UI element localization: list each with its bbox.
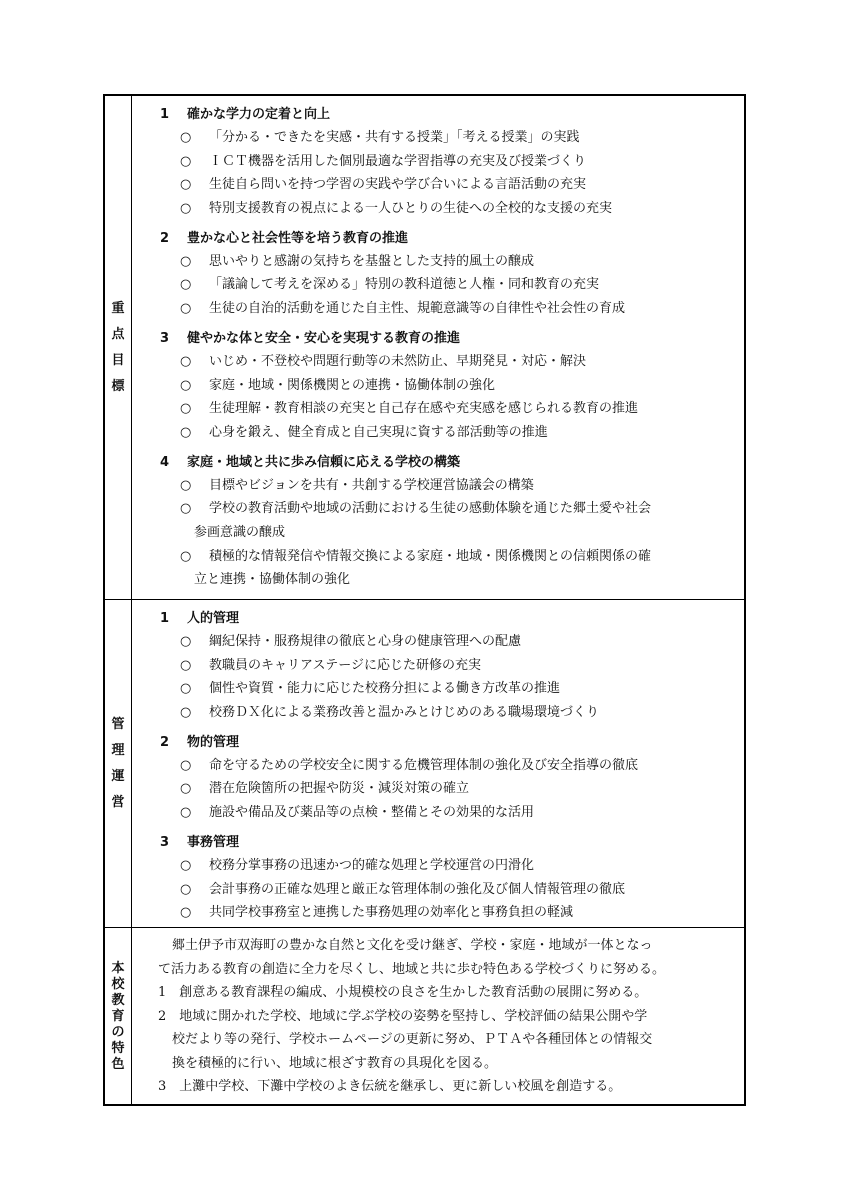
features-line xyxy=(132,1005,744,1029)
features-line-text: 郷土伊予市双海町の豊かな自然と文化を受け継ぎ、学校・家庭・地域が一体となっ xyxy=(172,938,653,953)
goal-item xyxy=(132,197,744,221)
management-item xyxy=(132,654,744,678)
features-line-text: 校だより等の発行、学校ホームページの更新に努め、ＰＴＡや各種団体との情報交 xyxy=(172,1032,653,1047)
goal-item-text: いじめ・不登校や問題行動等の未然防止、早期発見・対応・解決 xyxy=(209,353,587,369)
goal-heading xyxy=(132,103,744,126)
bullet: ○ xyxy=(180,857,192,873)
management-item-text: 校務分掌事務の迅速かつ的確な処理と学校運営の円滑化 xyxy=(209,857,535,873)
management-item-text: 綱紀保持・服務規律の徹底と心身の健康管理への配慮 xyxy=(209,634,522,649)
goal-item xyxy=(132,421,744,445)
management-item xyxy=(132,854,744,878)
goal-item xyxy=(132,497,744,521)
features-label-char: の xyxy=(111,1024,125,1040)
management-number: 2 xyxy=(160,734,170,750)
management-item xyxy=(132,901,744,925)
bullet: ○ xyxy=(180,477,192,493)
management-item xyxy=(132,701,744,725)
management-heading xyxy=(132,731,744,754)
goal-item-text: 立と連携・協働体制の強化 xyxy=(194,572,351,588)
management-title: 人的管理 xyxy=(187,611,240,626)
goal-item-text: 生徒自ら問いを持つ学習の実践や学び合いによる言語活動の充実 xyxy=(209,177,587,193)
goals-content xyxy=(132,96,744,599)
goal-item xyxy=(132,474,744,498)
bullet: ○ xyxy=(180,757,192,773)
goal-item-text: 「分かる・できたを実感・共有する授業」「考える授業」の実践 xyxy=(209,130,580,145)
bullet: ○ xyxy=(180,548,192,564)
bullet: ○ xyxy=(180,657,192,673)
features-label-char: 色 xyxy=(111,1056,125,1072)
management-item-text: 命を守るための学校安全に関する危機管理体制の強化及び安全指導の徹底 xyxy=(209,757,639,773)
bullet: ○ xyxy=(180,424,192,440)
bullet: ○ xyxy=(180,253,192,269)
management-item-text: 校務ＤＸ化による業務改善と温かみとけじめのある職場環境づくり xyxy=(209,705,600,721)
goal-heading xyxy=(132,327,744,350)
features-line-text: 2 地域に開かれた学校、地域に学ぶ学校の姿勢を堅持し、学校評価の結果公開や学 xyxy=(158,1008,648,1024)
features-label-char: 育 xyxy=(111,1008,125,1024)
management-item-text: 潜在危険箇所の把握や防災・減災対策の確立 xyxy=(209,781,470,797)
management-item-text: 共同学校事務室と連携した事務処理の効率化と事務負担の軽減 xyxy=(209,905,574,921)
features-label-char: 教 xyxy=(111,992,125,1008)
goal-item-text: 思いやりと感謝の気持ちを基盤とした支持的風土の醸成 xyxy=(209,253,535,269)
management-item xyxy=(132,777,744,801)
goal-item-continuation xyxy=(132,568,744,592)
management-item-text: 教職員のキャリアステージに応じた研修の充実 xyxy=(209,657,481,673)
goal-item xyxy=(132,350,744,374)
management-content xyxy=(132,600,744,927)
goal-item-text: 生徒理解・教育相談の充実と自己存在感や充実感を感じられる教育の推進 xyxy=(209,401,639,417)
features-line-text: 換を積極的に行い、地域に根ざす教育の具現化を図る。 xyxy=(172,1055,498,1071)
goals-label-char: 目 xyxy=(111,353,125,368)
goals-label-char: 重 xyxy=(111,301,125,316)
management-label-char: 管 xyxy=(111,717,125,732)
goal-heading xyxy=(132,227,744,250)
goal-item-text: 特別支援教育の視点による一人ひとりの生徒への全校的な支援の充実 xyxy=(209,201,613,217)
goal-number: 1 xyxy=(160,107,170,122)
management-row xyxy=(105,599,744,927)
features-line xyxy=(132,981,744,1005)
features-content xyxy=(132,928,744,1104)
bullet: ○ xyxy=(180,881,192,897)
goal-item-text: 参画意識の醸成 xyxy=(194,524,286,540)
features-label-char: 本 xyxy=(111,960,125,976)
bullet: ○ xyxy=(180,501,192,517)
goal-item-text: 目標やビジョンを共有・共創する学校運営協議会の構築 xyxy=(209,477,534,493)
features-line xyxy=(132,934,744,958)
bullet: ○ xyxy=(180,201,192,217)
bullet: ○ xyxy=(180,301,192,317)
features-line xyxy=(132,1028,744,1052)
management-title: 物的管理 xyxy=(187,734,240,750)
goal-item-text: 「議論して考えを深める」特別の教科道徳と人権・同和教育の充実 xyxy=(209,277,600,293)
bullet: ○ xyxy=(180,277,192,293)
goal-title: 健やかな体と安全・安心を実現する教育の推進 xyxy=(187,330,461,346)
bullet: ○ xyxy=(180,177,192,193)
goal-item-continuation xyxy=(132,521,744,545)
features-label-char: 校 xyxy=(111,976,125,992)
features-line-text: て活力ある教育の創造に全力を尽くし、地域と共に歩む特色ある学校づくりに努める。 xyxy=(158,961,666,977)
management-item xyxy=(132,754,744,778)
goal-number: 4 xyxy=(160,454,170,470)
bullet: ○ xyxy=(180,681,192,697)
management-item-text: 会計事務の正確な処理と厳正な管理体制の強化及び個人情報管理の徹底 xyxy=(209,881,626,897)
bullet: ○ xyxy=(180,401,192,417)
bullet: ○ xyxy=(180,353,192,369)
goal-number: 2 xyxy=(160,230,170,246)
bullet: ○ xyxy=(180,634,192,649)
goal-item-text: 学校の教育活動や地域の活動における生徒の感動体験を通じた郷土愛や社会 xyxy=(209,501,652,517)
bullet: ○ xyxy=(180,377,192,393)
management-item xyxy=(132,801,744,825)
features-line xyxy=(132,1075,744,1099)
management-title: 事務管理 xyxy=(187,834,240,850)
management-item-text: 個性や資質・能力に応じた校務分担による働き方改革の推進 xyxy=(209,681,561,697)
management-item xyxy=(132,677,744,701)
features-row xyxy=(105,927,744,1104)
goals-label-char: 点 xyxy=(111,327,125,342)
bullet: ○ xyxy=(180,805,192,821)
management-label-char: 理 xyxy=(111,743,125,758)
goal-item-text: ＩＣＴ機器を活用した個別最適な学習指導の充実及び授業づくり xyxy=(209,153,587,169)
features-line xyxy=(132,1052,744,1076)
management-number: 3 xyxy=(160,834,170,850)
features-line-text: 1 創意ある教育課程の編成、小規模校の良さを生かした教育活動の展開に努める。 xyxy=(158,985,648,1000)
goal-item xyxy=(132,374,744,398)
goal-item xyxy=(132,250,744,274)
goal-item xyxy=(132,150,744,174)
features-label-char: 特 xyxy=(111,1040,125,1056)
goal-item xyxy=(132,126,744,150)
goals-label xyxy=(105,96,132,599)
features-label xyxy=(105,928,132,1104)
management-item-text: 施設や備品及び薬品等の点検・整備とその効果的な活用 xyxy=(209,805,535,821)
goal-item xyxy=(132,297,744,321)
management-label xyxy=(105,600,132,927)
goal-item xyxy=(132,397,744,421)
management-item xyxy=(132,630,744,654)
bullet: ○ xyxy=(180,781,192,797)
goal-heading xyxy=(132,451,744,474)
management-item xyxy=(132,878,744,902)
goal-item-text: 心身を鍛え、健全育成と自己実現に資する部活動等の推進 xyxy=(209,424,548,440)
features-line xyxy=(132,958,744,982)
goals-row xyxy=(105,96,744,599)
bullet: ○ xyxy=(180,153,192,169)
bullet: ○ xyxy=(180,130,192,145)
management-label-char: 運 xyxy=(111,769,125,784)
goal-title: 豊かな心と社会性等を培う教育の推進 xyxy=(187,230,409,246)
bullet: ○ xyxy=(180,905,192,921)
goal-item-text: 家庭・地域・関係機関との連携・協働体制の強化 xyxy=(209,377,496,393)
management-label-char: 営 xyxy=(111,795,125,810)
goal-item-text: 積極的な情報発信や情報交換による家庭・地域・関係機関との信頼関係の確 xyxy=(209,548,652,564)
management-number: 1 xyxy=(160,611,170,626)
goal-item xyxy=(132,273,744,297)
goal-number: 3 xyxy=(160,330,170,346)
goal-item xyxy=(132,173,744,197)
management-heading xyxy=(132,607,744,630)
management-heading xyxy=(132,831,744,854)
bullet: ○ xyxy=(180,705,192,721)
goal-item xyxy=(132,545,744,569)
goal-title: 家庭・地域と共に歩み信頼に応える学校の構築 xyxy=(187,454,461,470)
features-line-text: 3 上灘中学校、下灘中学校のよき伝統を継承し、更に新しい校風を創造する。 xyxy=(158,1079,622,1094)
school-plan-table xyxy=(103,94,746,1106)
goals-label-char: 標 xyxy=(111,379,125,394)
goal-item-text: 生徒の自治的活動を通じた自主性、規範意識等の自律性や社会性の育成 xyxy=(209,301,626,317)
goal-title: 確かな学力の定着と向上 xyxy=(187,107,331,122)
